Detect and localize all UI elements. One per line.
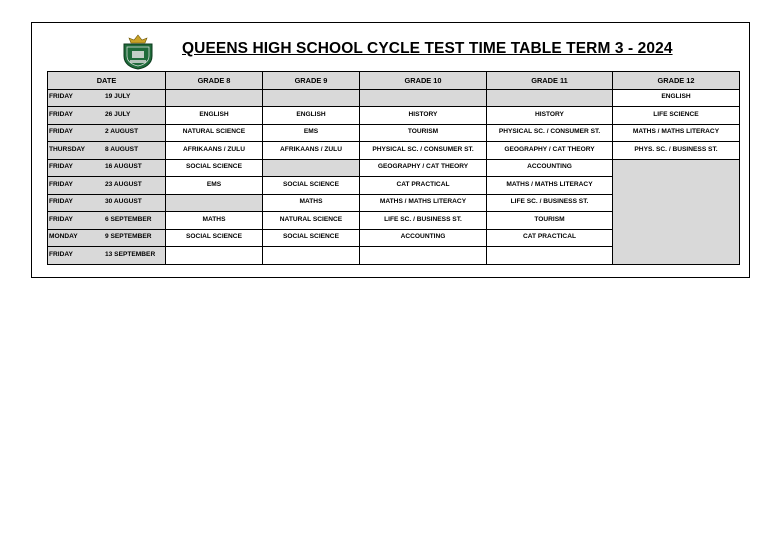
date-label: 16 AUGUST [105, 163, 142, 171]
date-cell [48, 124, 166, 142]
grade-9-cell [263, 247, 360, 265]
day-label: FRIDAY [49, 215, 73, 223]
grade-12-cell: ENGLISH [613, 89, 740, 107]
day-label: FRIDAY [49, 128, 73, 136]
date-cell [48, 89, 166, 107]
grade-9-cell [263, 89, 360, 107]
day-label: FRIDAY [49, 250, 73, 258]
grade-12-cell: MATHS / MATHS LITERACY [613, 124, 740, 142]
grade-11-cell: TOURISM [487, 212, 613, 230]
grade-8-cell: ENGLISH [166, 107, 263, 125]
grade-10-cell: TOURISM [360, 124, 487, 142]
grade-8-cell: NATURAL SCIENCE [166, 124, 263, 142]
column-header-grade-12: GRADE 12 [613, 72, 740, 90]
grade-11-cell [487, 247, 613, 265]
date-label: 9 SEPTEMBER [105, 233, 152, 241]
grade-11-cell: HISTORY [487, 107, 613, 125]
date-cell [48, 229, 166, 247]
grade-10-cell [360, 247, 487, 265]
grade-8-cell [166, 247, 263, 265]
date-label: 30 AUGUST [105, 198, 142, 206]
grade-12-cell: PHYS. SC. / BUSINESS ST. [613, 142, 740, 160]
date-cell [48, 177, 166, 195]
column-header-grade-9: GRADE 9 [263, 72, 360, 90]
date-label: 6 SEPTEMBER [105, 215, 152, 223]
grade-8-cell: SOCIAL SCIENCE [166, 159, 263, 177]
grade-12-cell: LIFE SCIENCE [613, 107, 740, 125]
date-label: 2 AUGUST [105, 128, 139, 136]
table-row [48, 124, 740, 142]
column-header-grade-8: GRADE 8 [166, 72, 263, 90]
table-row [48, 107, 740, 125]
date-label: 26 JULY [105, 110, 131, 118]
grade-11-cell: MATHS / MATHS LITERACY [487, 177, 613, 195]
grade-10-cell: PHYSICAL SC. / CONSUMER ST. [360, 142, 487, 160]
grade-8-cell: EMS [166, 177, 263, 195]
grade-10-cell: ACCOUNTING [360, 229, 487, 247]
day-label: FRIDAY [49, 93, 73, 101]
day-label: MONDAY [49, 233, 78, 241]
grade-10-cell: LIFE SC. / BUSINESS ST. [360, 212, 487, 230]
timetable-page [31, 22, 750, 278]
date-cell [48, 247, 166, 265]
grade-9-cell: AFRIKAANS / ZULU [263, 142, 360, 160]
grade-9-cell: SOCIAL SCIENCE [263, 229, 360, 247]
page-title: QUEENS HIGH SCHOOL CYCLE TEST TIME TABLE TERM 3 - 2024 [182, 40, 673, 57]
grade-11-cell: CAT PRACTICAL [487, 229, 613, 247]
date-label: 13 SEPTEMBER [105, 250, 156, 258]
date-label: 23 AUGUST [105, 180, 142, 188]
day-label: FRIDAY [49, 110, 73, 118]
grade-8-cell: SOCIAL SCIENCE [166, 229, 263, 247]
grade-8-cell: MATHS [166, 212, 263, 230]
grade-10-cell: GEOGRAPHY / CAT THEORY [360, 159, 487, 177]
day-label: THURSDAY [49, 145, 86, 153]
grade-9-cell: NATURAL SCIENCE [263, 212, 360, 230]
date-cell [48, 194, 166, 212]
table-row [48, 89, 740, 107]
date-label: 8 AUGUST [105, 145, 139, 153]
day-label: FRIDAY [49, 198, 73, 206]
grade-9-cell: ENGLISH [263, 107, 360, 125]
grade-11-cell [487, 89, 613, 107]
header-row [48, 72, 740, 90]
grade-11-cell: LIFE SC. / BUSINESS ST. [487, 194, 613, 212]
grade-9-cell: EMS [263, 124, 360, 142]
date-cell [48, 159, 166, 177]
grade-11-cell: ACCOUNTING [487, 159, 613, 177]
grade-8-cell [166, 194, 263, 212]
date-cell [48, 142, 166, 160]
grade-8-cell: AFRIKAANS / ZULU [166, 142, 263, 160]
grade-11-cell: PHYSICAL SC. / CONSUMER ST. [487, 124, 613, 142]
day-label: FRIDAY [49, 163, 73, 171]
grade-11-cell: GEOGRAPHY / CAT THEORY [487, 142, 613, 160]
table-row [48, 159, 740, 177]
grade-9-cell: MATHS [263, 194, 360, 212]
grade-10-cell: MATHS / MATHS LITERACY [360, 194, 487, 212]
column-header-date: DATE [48, 72, 166, 90]
column-header-grade-11: GRADE 11 [487, 72, 613, 90]
day-label: FRIDAY [49, 180, 73, 188]
column-header-grade-10: GRADE 10 [360, 72, 487, 90]
grade-9-cell: SOCIAL SCIENCE [263, 177, 360, 195]
school-crest-icon [121, 34, 155, 70]
timetable [47, 71, 740, 265]
table-row [48, 142, 740, 160]
grade-9-cell [263, 159, 360, 177]
grade-10-cell: CAT PRACTICAL [360, 177, 487, 195]
grade-10-cell [360, 89, 487, 107]
date-cell [48, 107, 166, 125]
grade-8-cell [166, 89, 263, 107]
date-cell [48, 212, 166, 230]
grade-12-blank-block [613, 159, 740, 264]
grade-10-cell: HISTORY [360, 107, 487, 125]
date-label: 19 JULY [105, 93, 131, 101]
